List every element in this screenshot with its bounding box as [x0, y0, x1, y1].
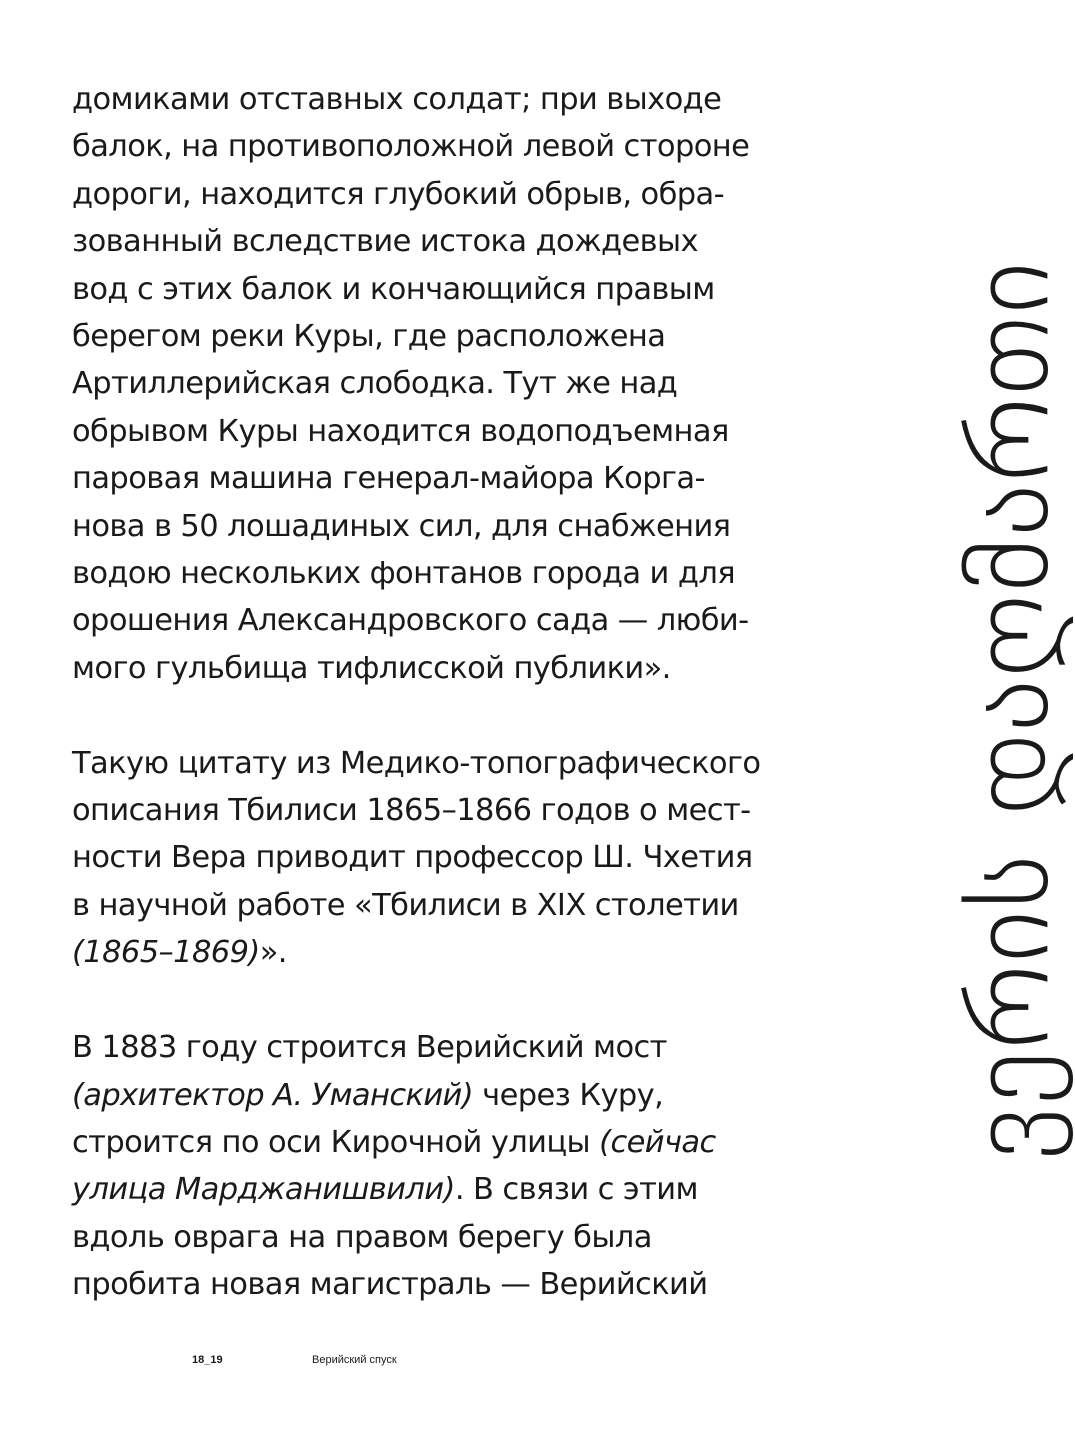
text-line: зованный вследствие истока дождевых	[72, 224, 698, 260]
text-line: дороги, находится глубокий обрыв, обра-	[72, 176, 725, 212]
text-fragment: . В связи с этим	[454, 1172, 698, 1208]
text-line	[72, 1119, 892, 1166]
italic-date-range: (1865–1869)	[72, 935, 260, 971]
text-line: нова в 50 лошадиных сил, для снабжения	[72, 508, 731, 544]
text-fragment: строится по оси Кирочной улицы	[72, 1124, 600, 1160]
text-line	[72, 1072, 892, 1119]
text-line: водою нескольких фонтанов города и для	[72, 556, 736, 592]
text-line: в научной работе «Тбилиси в XIX столетии	[72, 887, 739, 923]
italic-note: (сейчас	[599, 1124, 716, 1160]
paragraph-3	[72, 1024, 892, 1308]
text-line: орошения Александровского сада — люби-	[72, 603, 749, 639]
text-line: ности Вера приводит профессор Ш. Чхетия	[72, 840, 753, 876]
text-line: домиками отставных солдат; при выходе	[72, 82, 722, 117]
text-line: балок, на противоположной левой стороне	[72, 129, 750, 165]
text-line: паровая машина генерал-майора Корга-	[72, 461, 705, 497]
text-line: В 1883 году строится Верийский мост	[72, 1030, 667, 1066]
text-line: мого гульбища тифлисской публики».	[72, 650, 671, 686]
paragraph-1	[72, 76, 892, 692]
text-fragment: ».	[259, 935, 287, 971]
page-number: 18_19	[192, 1354, 223, 1366]
text-line: обрывом Куры находится водоподъемная	[72, 413, 729, 449]
text-line	[72, 1166, 892, 1213]
text-line: Такую цитату из Медико-топографического	[72, 745, 761, 781]
text-line: вдоль оврага на правом берегу была	[72, 1219, 652, 1255]
text-line: пробита новая магистраль — Верийский	[72, 1267, 708, 1303]
running-title: Верийский спуск	[312, 1354, 397, 1366]
paragraph-gap	[72, 977, 892, 1024]
body-text	[72, 76, 892, 1309]
text-line: описания Тбилиси 1865–1866 годов о мест-	[72, 793, 751, 829]
text-line: берегом реки Куры, где расположена	[72, 319, 666, 355]
italic-architect: (архитектор А. Уманский)	[72, 1077, 474, 1113]
text-fragment: через Куру,	[473, 1077, 664, 1113]
paragraph-2	[72, 740, 892, 977]
text-line: Артиллерийская слободка. Тут же над	[72, 366, 678, 402]
italic-note: улица Марджанишвили)	[72, 1172, 455, 1208]
text-line: вод с этих балок и кончающийся правым	[72, 271, 715, 307]
paragraph-gap	[72, 692, 892, 739]
text-line	[72, 929, 892, 976]
vertical-georgian-title: ვერის დაღმართი	[945, 259, 1075, 1161]
